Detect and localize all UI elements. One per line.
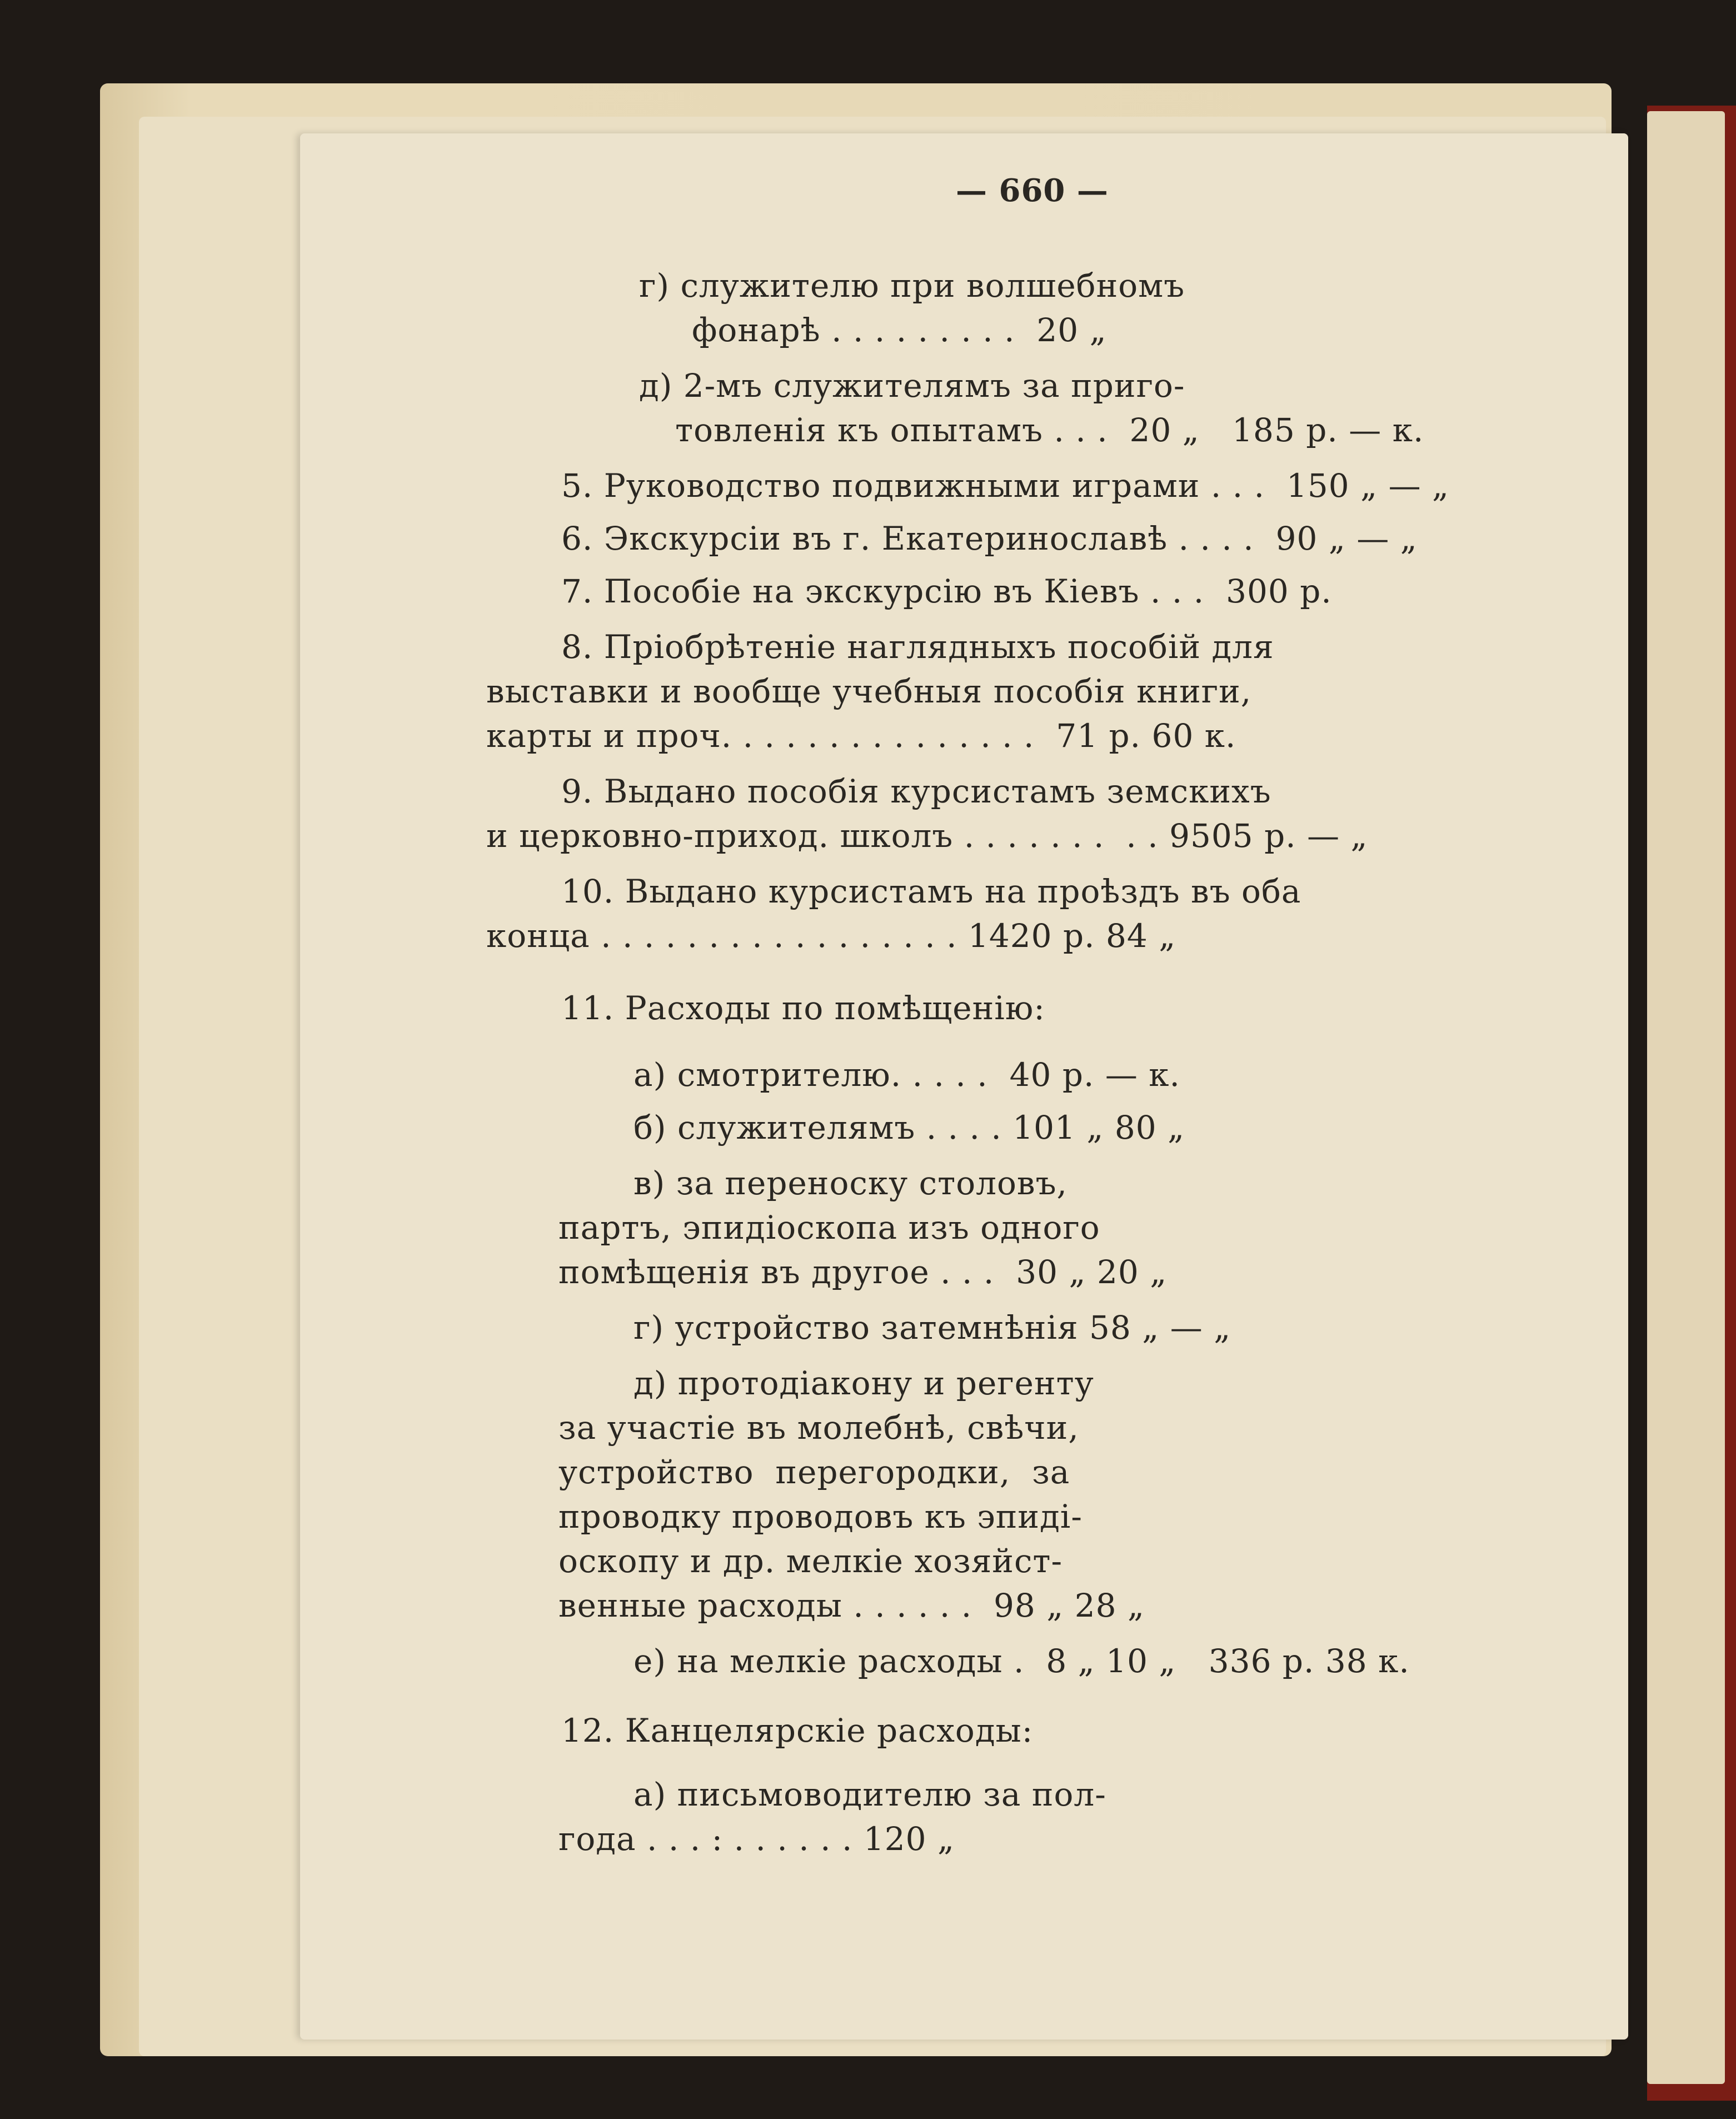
text-line: партъ, эпидіоскопа изъ одного	[558, 1209, 1100, 1247]
text-line: г) устройство затемнѣнія 58 „ — „	[633, 1309, 1231, 1347]
text-line: а) смотрителю. . . . . 40 р. — к.	[633, 1056, 1180, 1094]
text-line: 11. Расходы по помѣщенію:	[561, 989, 1045, 1027]
text-line: д) протодіакону и регенту	[633, 1364, 1094, 1402]
text-line: товленія къ опытамъ . . . 20 „ 185 р. — к.	[675, 411, 1424, 449]
text-line: оскопу и др. мелкіе хозяйст-	[558, 1542, 1063, 1580]
facing-page	[1647, 111, 1725, 2084]
text-line: 10. Выдано курсистамъ на проѣздъ въ оба	[561, 872, 1301, 910]
text-line: 5. Руководство подвижными играми . . . 150 „ — „	[561, 467, 1450, 505]
text-line: г) служителю при волшебномъ	[639, 267, 1185, 305]
text-line: проводку проводовъ къ эпиді-	[558, 1498, 1082, 1535]
text-line: карты и проч. . . . . . . . . . . . . . . 71 р. 60 к.	[486, 717, 1236, 755]
text-line: 9. Выдано пособія курсистамъ земскихъ	[561, 772, 1271, 810]
text-line: помѣщенія въ другое . . . 30 „ 20 „	[558, 1253, 1168, 1291]
text-line: 6. Экскурсіи въ г. Екатеринославѣ . . . . 90 „ — „	[561, 520, 1418, 557]
text-line: устройство перегородки, за	[558, 1453, 1070, 1491]
text-line: е) на мелкіе расходы . 8 „ 10 „ 336 р. 38 к.	[633, 1642, 1410, 1680]
text-line: а) письмоводителю за пол-	[633, 1776, 1106, 1813]
text-line: конца . . . . . . . . . . . . . . . . . 1420 р. 84 „	[486, 917, 1176, 955]
text-line: выставки и вообще учебныя пособія книги,	[486, 672, 1252, 710]
text-line: в) за переноску столовъ,	[633, 1164, 1067, 1202]
text-line: 7. Пособіе на экскурсію въ Кіевъ . . . 300 р.	[561, 572, 1332, 610]
page-number: — 660 —	[956, 172, 1109, 209]
text-line: года . . . : . . . . . . 120 „	[558, 1820, 955, 1858]
text-line: венные расходы . . . . . . 98 „ 28 „	[558, 1587, 1145, 1624]
text-line: б) служителямъ . . . . 101 „ 80 „	[633, 1109, 1185, 1146]
text-line: 12. Канцелярскіе расходы:	[561, 1712, 1034, 1749]
text-line: 8. Пріобрѣтеніе наглядныхъ пособій для	[561, 628, 1274, 666]
text-line: за участіе въ молебнѣ, свѣчи,	[558, 1409, 1079, 1447]
text-line: фонарѣ . . . . . . . . . 20 „	[692, 311, 1107, 349]
text-line: д) 2-мъ служителямъ за приго-	[639, 367, 1185, 405]
text-line: и церковно-приход. школъ . . . . . . . . . 9505 р. — „	[486, 817, 1368, 855]
